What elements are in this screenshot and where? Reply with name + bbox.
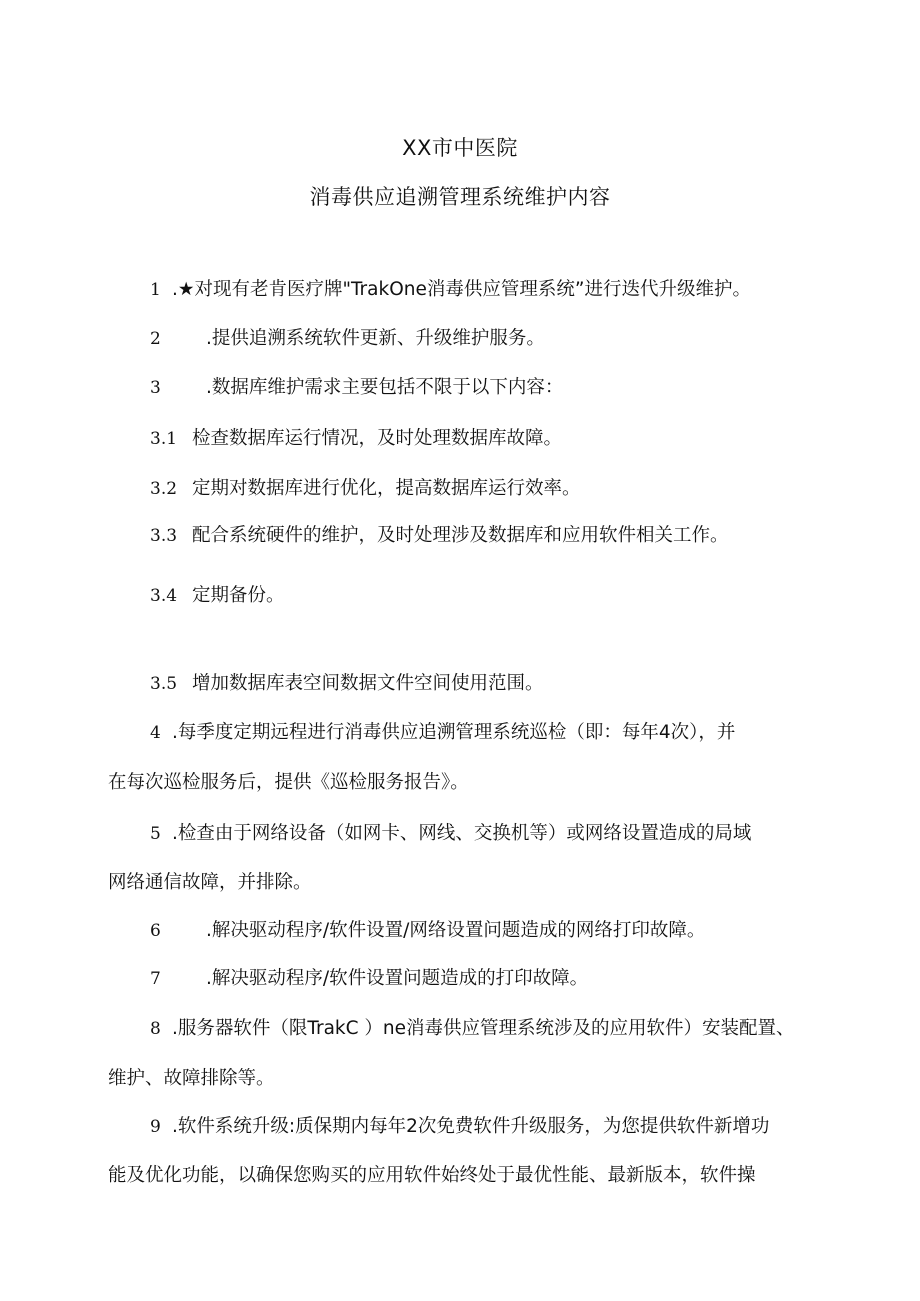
item-number: 3.2 [150,479,178,499]
item-number: 3 [150,378,161,398]
item-number: 3.3 [150,526,178,546]
item-text: .解决驱动程序/软件设置问题造成的打印故障。 [206,968,589,989]
item-number: 5 [150,824,161,844]
item-number: 7 [150,969,161,989]
item-number: 3.4 [150,586,178,606]
item-text: 配合系统硬件的维护，及时处理涉及数据库和应用软件相关工作。 [192,525,729,546]
item-text: .解决驱动程序/软件设置/网络设置问题造成的网络打印故障。 [206,920,706,941]
item-text: .服务器软件（限TrakC ）ne消毒供应管理系统涉及的应用软件）安装配置、 [172,1018,795,1039]
item-text: 定期备份。 [192,585,285,606]
item-number: 3.1 [150,429,178,449]
item-text: 定期对数据库进行优化，提高数据库运行效率。 [192,478,581,499]
item-text-continuation: 在每次巡检服务后，提供《巡检服务报告》。 [108,772,469,793]
item-text-continuation: 网络通信故障，并排除。 [108,872,312,893]
item-number: 9 [150,1117,161,1137]
item-number: 6 [150,921,161,941]
item-text: 检查数据库运行情况，及时处理数据库故障。 [192,428,563,449]
item-text: .★对现有老肯医疗牌"TrakOne消毒供应管理系统”进行迭代升级维护。 [172,279,751,300]
item-number: 2 [150,329,161,349]
item-text: .提供追溯系统软件更新、升级维护服务。 [206,328,545,349]
item-number: 3.5 [150,674,178,694]
document-title-main: 消毒供应追溯管理系统维护内容 [309,185,611,209]
item-text: 增加数据库表空间数据文件空间使用范围。 [192,673,544,694]
document-title-hospital: XX市中医院 [402,136,518,160]
item-text-continuation: 维护、故障排除等。 [108,1068,275,1089]
item-number: 1 [150,280,161,300]
item-text: .软件系统升级:质保期内每年2次免费软件升级服务，为您提供软件新增功 [172,1116,770,1137]
item-number: 8 [150,1019,161,1039]
item-number: 4 [150,723,161,743]
item-text: .检查由于网络设备（如网卡、网线、交换机等）或网络设置造成的局域 [172,823,752,844]
item-text: .每季度定期远程进行消毒供应追溯管理系统巡检（即：每年4次），并 [172,722,736,743]
item-text-continuation: 能及优化功能，以确保您购买的应用软件始终处于最优性能、最新版本，软件操 [108,1165,756,1186]
item-text: .数据库维护需求主要包括不限于以下内容： [206,377,564,398]
